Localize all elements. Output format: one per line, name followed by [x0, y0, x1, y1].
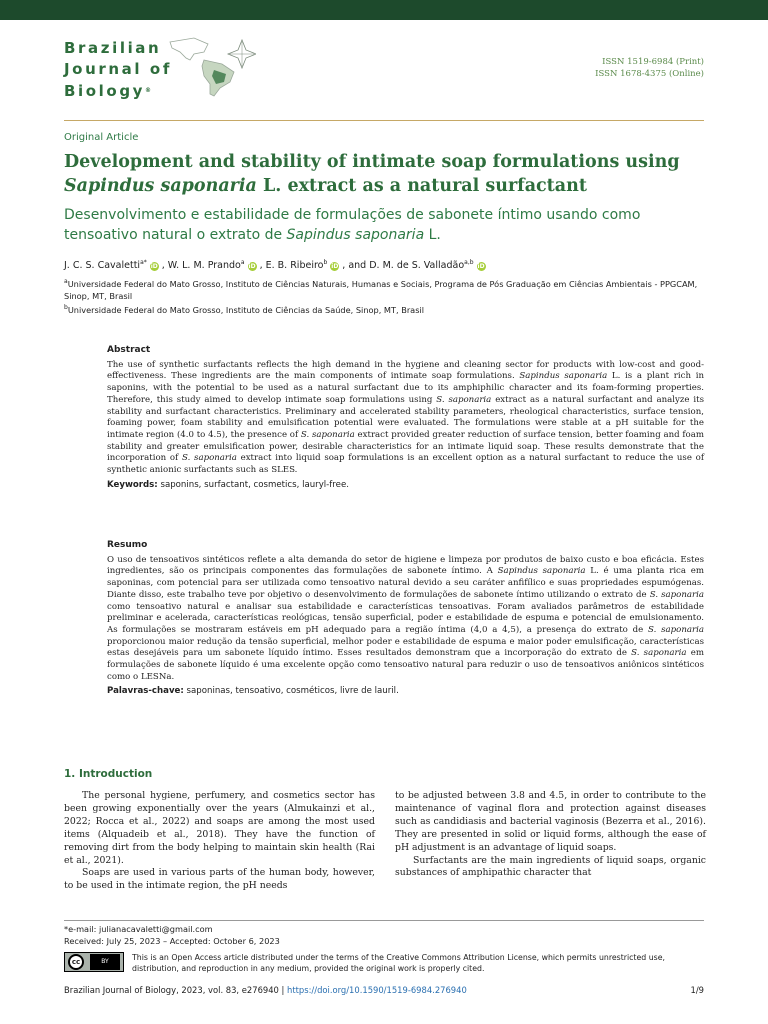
resumo-text: proporcionou maior redução da tensão superficial, melhor poder e estabilidade de espuma e maior poder emulsificação, características estas desejáveis para um sabonete líquido íntimo. Esses resultados demonstram que a incorporação do extrato de [107, 636, 704, 659]
affiliations [64, 276, 704, 316]
orcid-icon[interactable]: iD [150, 263, 158, 270]
logo-line-1: Brazilian [64, 39, 162, 57]
resumo-section [107, 540, 704, 698]
author-sep: , [259, 260, 266, 271]
title-part-2: L. extract as a natural surfactant [256, 176, 587, 196]
introduction-heading: 1. Introduction [64, 768, 153, 780]
resumo-keywords [107, 686, 704, 698]
author-affil-sup: a* [140, 259, 147, 266]
affiliation-a-text: Universidade Federal do Mato Grosso, Instituto de Ciências Naturais, Humanas e Sociais, Programa de Pós Graduação em Ciências Ambientais - PPGCAM, Sinop, MT, Brasil [64, 279, 698, 301]
author-name: W. L. M. Prando [167, 260, 241, 271]
page-footer [64, 985, 704, 995]
affiliation-a-sup: a [64, 278, 68, 285]
author-affil-sup: a [240, 259, 245, 266]
creative-commons-icon: cc [68, 954, 84, 970]
abstract-keywords [107, 480, 704, 492]
intro-paragraph: to be adjusted between 3.8 and 4.5, in order to contribute to the maintenance of vaginal flora and protection against diseases such as candidiasis and bacterial vaginosis (Bezerra et al., 2016). They are presented in solid or liquid forms, although the ease of pH adjustment is an advantage of liquid soaps. [395, 790, 706, 853]
logo-line-2: Journal of [64, 60, 172, 78]
author-name: D. M. de S. Valladão [369, 260, 465, 271]
affiliation-b-sup: b [64, 304, 68, 311]
orcid-icon[interactable]: iD [477, 263, 485, 270]
page-number: 1/9 [690, 985, 704, 995]
resumo-heading: Resumo [107, 540, 148, 550]
resumo-text: L. é uma planta rica em saponinas, com potencial para ser utilizada como tensoativo natural devido a seu caráter anfifílico e suas propriedades espumógenas. Diante disso, este trabalho teve por objetivo o desenvolvimento de formulações de sabonete íntimo utilizando o extrato de [107, 566, 705, 600]
abstract-species: Sapindus saponaria [519, 371, 608, 382]
subtitle-part-1: Desenvolvimento e estabilidade de formulações de sabonete íntimo usando como tensoativo natural o extrato de [64, 207, 641, 243]
abstract-section [107, 345, 704, 491]
keywords-label: Keywords: [107, 479, 158, 490]
intro-column-left [64, 790, 375, 893]
intro-paragraph: Surfactants are the main ingredients of liquid soaps, organic substances of amphipathic character that [395, 854, 706, 879]
author-list [64, 259, 704, 271]
keywords-list: saponins, surfactant, cosmetics, lauryl-free. [160, 479, 349, 490]
palavras-chave-list: saponinas, tensoativo, cosméticos, livre de lauril. [186, 686, 399, 697]
resumo-text: em formulações de sabonete líquido é uma excelente opção como tensoativo natural para reduzir o uso de tensoativos aniônicos sintéticos como o LESNa. [107, 648, 704, 682]
footer-separator: | [278, 985, 288, 995]
author-name: E. B. Ribeiro [265, 260, 324, 271]
abstract-species: S. saponaria [182, 453, 237, 464]
resumo-species: S. saponaria [631, 648, 687, 659]
abstract-species: S. saponaria [436, 394, 492, 405]
issn-print: ISSN 1519-6984 (Print) [602, 57, 704, 67]
orcid-icon[interactable]: iD [248, 263, 256, 270]
abstract-text: The use of synthetic surfactants reflects the high demand in the hygiene and cleaning sector for products with low-cost and good-effectiveness. These ingredients are the main components of intimate soap formulations. [107, 359, 704, 382]
author-affil-sup: b [323, 259, 328, 266]
resumo-species: S. saponaria [648, 624, 704, 635]
abstract-text: extract into liquid soap formulations is an excellent option as a natural surfactant to reduce the use of synthetic anionic surfactants such as SLES. [107, 453, 704, 476]
registered-mark: ® [145, 87, 154, 94]
abstract-text: extract as a natural surfactant and analyze its stability and surfactant characteristics. Preliminary and accelerated stability parameters, rheological characteristics, surface tension, foaming power, foam stability and emulsification potential were evaluated. The formulations were stable at a pH suitable for the intimate region (4.0 to 4.5), the presence of [107, 394, 704, 440]
title-species: Sapindus saponaria [64, 176, 257, 196]
resumo-species: S. saponaria [649, 589, 704, 600]
abstract-body [107, 360, 704, 477]
palavras-chave-label: Palavras-chave: [107, 686, 184, 697]
footer-citation: Brazilian Journal of Biology, 2023, vol. 83, e276940 [64, 985, 279, 995]
resumo-text: O uso de tensoativos sintéticos reflete a alta demanda do setor de higiene e limpeza por produtos de baixo custo e boa eficácia. Estes ingredientes, são os principais componentes das formulações de sabonete íntimo. A [107, 554, 704, 577]
resumo-species: Sapindus saponaria [497, 566, 586, 577]
received-accepted-dates: Received: July 25, 2023 – Accepted: October 6, 2023 [64, 936, 280, 946]
intro-paragraph: The personal hygiene, perfumery, and cosmetics sector has been growing exponentially over the years (Almukainzi et al., 2022; Rocca et al., 2022) and soaps are among the most used items (Alquadeib et al., 2018). They have the function of removing dirt from the body helping to maintain skin health (Rai et al., 2021). [64, 790, 375, 866]
logo-line-3: Biology [64, 82, 146, 100]
resumo-text: como tensoativo natural e analisar sua estabilidade e características tensoativas. Foram avaliados parâmetros de estabilidade preliminar e acelerada, características reológicas, tensão superficial, poder e estabilidade de espuma e potencial de emulsionamento. As formulações se mostraram estáveis em pH adequado para a região íntima (4,0 a 4,5), a presença do extrato de [107, 601, 704, 635]
abstract-text: L. is a plant rich in saponins, with the potential to be used as a natural surfactant due to its amphiphilic character and its foam-forming properties. Therefore, this study aimed to develop intimate soap formulations using [107, 371, 704, 405]
author-affil-sup: a,b [464, 259, 474, 266]
cc-by-badge[interactable] [64, 952, 124, 972]
article-type: Original Article [64, 132, 139, 143]
footnote-divider [64, 920, 704, 921]
author-name: J. C. S. Cavaletti [64, 260, 141, 271]
article-title [64, 150, 704, 198]
abstract-heading: Abstract [107, 345, 151, 355]
by-attribution-icon: BY [90, 954, 120, 970]
article-subtitle [64, 205, 704, 245]
intro-paragraph: Soaps are used in various parts of the human body, however, to be used in the intimate region, the pH needs [64, 867, 375, 892]
footnotes [64, 923, 280, 947]
abstract-text: extract provided greater reduction of surface tension, better foaming and foam stability and greater emulsification power, desirable characteristics for an intimate liquid soap. These results demonstrate that the incorporation of [107, 429, 704, 464]
affiliation-a [64, 276, 704, 302]
author-sep: , and [342, 260, 370, 271]
affiliation-b [64, 302, 704, 316]
journal-logo-text [64, 38, 172, 102]
subtitle-part-2: L. [424, 227, 441, 243]
license-text: This is an Open Access article distributed under the terms of the Creative Commons Attribution License, which permits unrestricted use, distribution, and reproduction in any medium, provided the original work is properly cited. [132, 953, 665, 973]
orcid-icon[interactable]: iD [331, 263, 339, 270]
affiliation-b-text: Universidade Federal do Mato Grosso, Instituto de Ciências da Saúde, Sinop, MT, Brasil [67, 305, 425, 315]
resumo-body [107, 555, 704, 684]
top-color-bar [0, 0, 768, 20]
issn-online: ISSN 1678-4375 (Online) [595, 69, 704, 79]
header-divider [64, 120, 704, 121]
issn-block [595, 56, 704, 80]
doi-link[interactable]: https://doi.org/10.1590/1519-6984.276940 [287, 985, 467, 995]
journal-logo[interactable] [64, 38, 264, 106]
americas-map-icon [164, 36, 256, 98]
title-part-1: Development and stability of intimate soap formulations using [64, 152, 680, 172]
intro-column-right [395, 790, 706, 880]
corresponding-email[interactable]: *e-mail: julianacavaletti@gmail.com [64, 924, 213, 934]
subtitle-species: Sapindus saponaria [286, 227, 425, 243]
author-sep: , [161, 260, 168, 271]
abstract-species: S. saponaria [300, 429, 355, 440]
